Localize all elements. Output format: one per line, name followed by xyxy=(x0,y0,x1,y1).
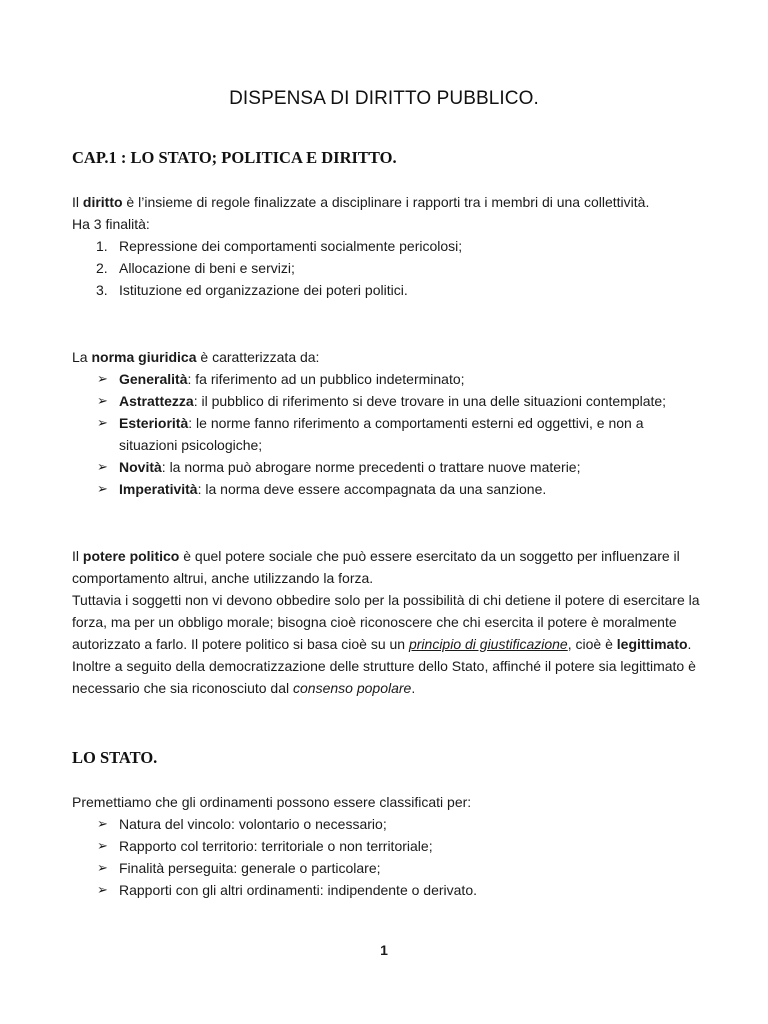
arrow-bullet-icon: ➢ xyxy=(97,816,108,831)
norma-list xyxy=(72,368,702,500)
list-item: ➢ Finalità perseguita: generale o particolare; xyxy=(72,857,702,879)
arrow-bullet-icon: ➢ xyxy=(97,860,108,875)
democratizzazione-paragraph: Inoltre a seguito della democratizzazione delle strutture dello Stato, affinché il potere sia legittimato è necessario che sia riconosciuto dal consenso popolare. xyxy=(72,658,696,696)
norma-intro: La norma giuridica è caratterizzata da: xyxy=(72,349,320,365)
ordinamenti-list xyxy=(72,813,702,901)
chapter-heading: CAP.1 : LO STATO; POLITICA E DIRITTO. xyxy=(72,148,397,167)
diritto-definition: Il diritto è l’insieme di regole finalizzate a disciplinare i rapporti tra i membri di una collettività. xyxy=(72,194,650,210)
arrow-bullet-icon: ➢ xyxy=(97,393,108,408)
norma-term: norma giuridica xyxy=(91,349,197,365)
finalita-list xyxy=(72,235,702,301)
page-number: 1 xyxy=(380,942,388,958)
arrow-bullet-icon: ➢ xyxy=(97,415,108,430)
list-item: ➢ Astrattezza: il pubblico di riferimento si deve trovare in una delle situazioni contemplate; xyxy=(72,390,702,412)
ordinamenti-section xyxy=(72,791,702,901)
list-item: ➢ Esteriorità: le norme fanno riferimento a comportamenti esterni ed oggettivi, e non a situazioni psicologiche; xyxy=(72,412,702,456)
document-title: DISPENSA DI DIRITTO PUBBLICO. xyxy=(229,88,539,109)
arrow-bullet-icon: ➢ xyxy=(97,838,108,853)
norma-section xyxy=(72,346,702,500)
list-item: 3. Istituzione ed organizzazione dei poteri politici. xyxy=(96,282,408,298)
ordinamenti-intro: Premettiamo che gli ordinamenti possono essere classificati per: xyxy=(72,794,472,810)
arrow-bullet-icon: ➢ xyxy=(97,371,108,386)
potere-definition: Il potere politico è quel potere sociale che può essere esercitato da un soggetto per influenzare il comportamento altrui, anche utilizzando la forza. xyxy=(72,548,680,586)
consenso-popolare: consenso popolare xyxy=(293,680,412,696)
list-item: ➢ Imperatività: la norma deve essere accompagnata da una sanzione. xyxy=(72,478,702,500)
potere-paragraph: Tuttavia i soggetti non vi devono obbedire solo per la possibilità di chi detiene il potere di esercitare la forza, ma per un obbligo morale; bisogna cioè riconoscere che chi esercita il potere è moralmente autorizzato a farlo. Il potere politico si basa cioè su un principio di giustificazione, cioè è legittimato. xyxy=(72,592,700,652)
arrow-bullet-icon: ➢ xyxy=(97,882,108,897)
list-item: ➢ Novità: la norma può abrogare norme precedenti o trattare nuove materie; xyxy=(72,456,702,478)
list-item: ➢ Natura del vincolo: volontario o necessario; xyxy=(72,813,702,835)
diritto-section xyxy=(72,191,702,301)
principio-giustificazione: principio di giustificazione xyxy=(408,636,568,652)
list-item: ➢ Generalità: fa riferimento ad un pubblico indeterminato; xyxy=(72,368,702,390)
arrow-bullet-icon: ➢ xyxy=(97,459,108,474)
diritto-term: diritto xyxy=(82,194,123,210)
potere-section xyxy=(72,545,702,699)
potere-term: potere politico xyxy=(82,548,180,564)
section-heading-stato: LO STATO. xyxy=(72,748,158,767)
list-item: 2. Allocazione di beni e servizi; xyxy=(96,260,295,276)
finalita-label: Ha 3 finalità: xyxy=(72,216,150,232)
list-item: 1. Repressione dei comportamenti socialmente pericolosi; xyxy=(96,238,463,254)
arrow-bullet-icon: ➢ xyxy=(97,481,108,496)
list-item: ➢ Rapporti con gli altri ordinamenti: indipendente o derivato. xyxy=(72,879,702,901)
list-item: ➢ Rapporto col territorio: territoriale o non territoriale; xyxy=(72,835,702,857)
